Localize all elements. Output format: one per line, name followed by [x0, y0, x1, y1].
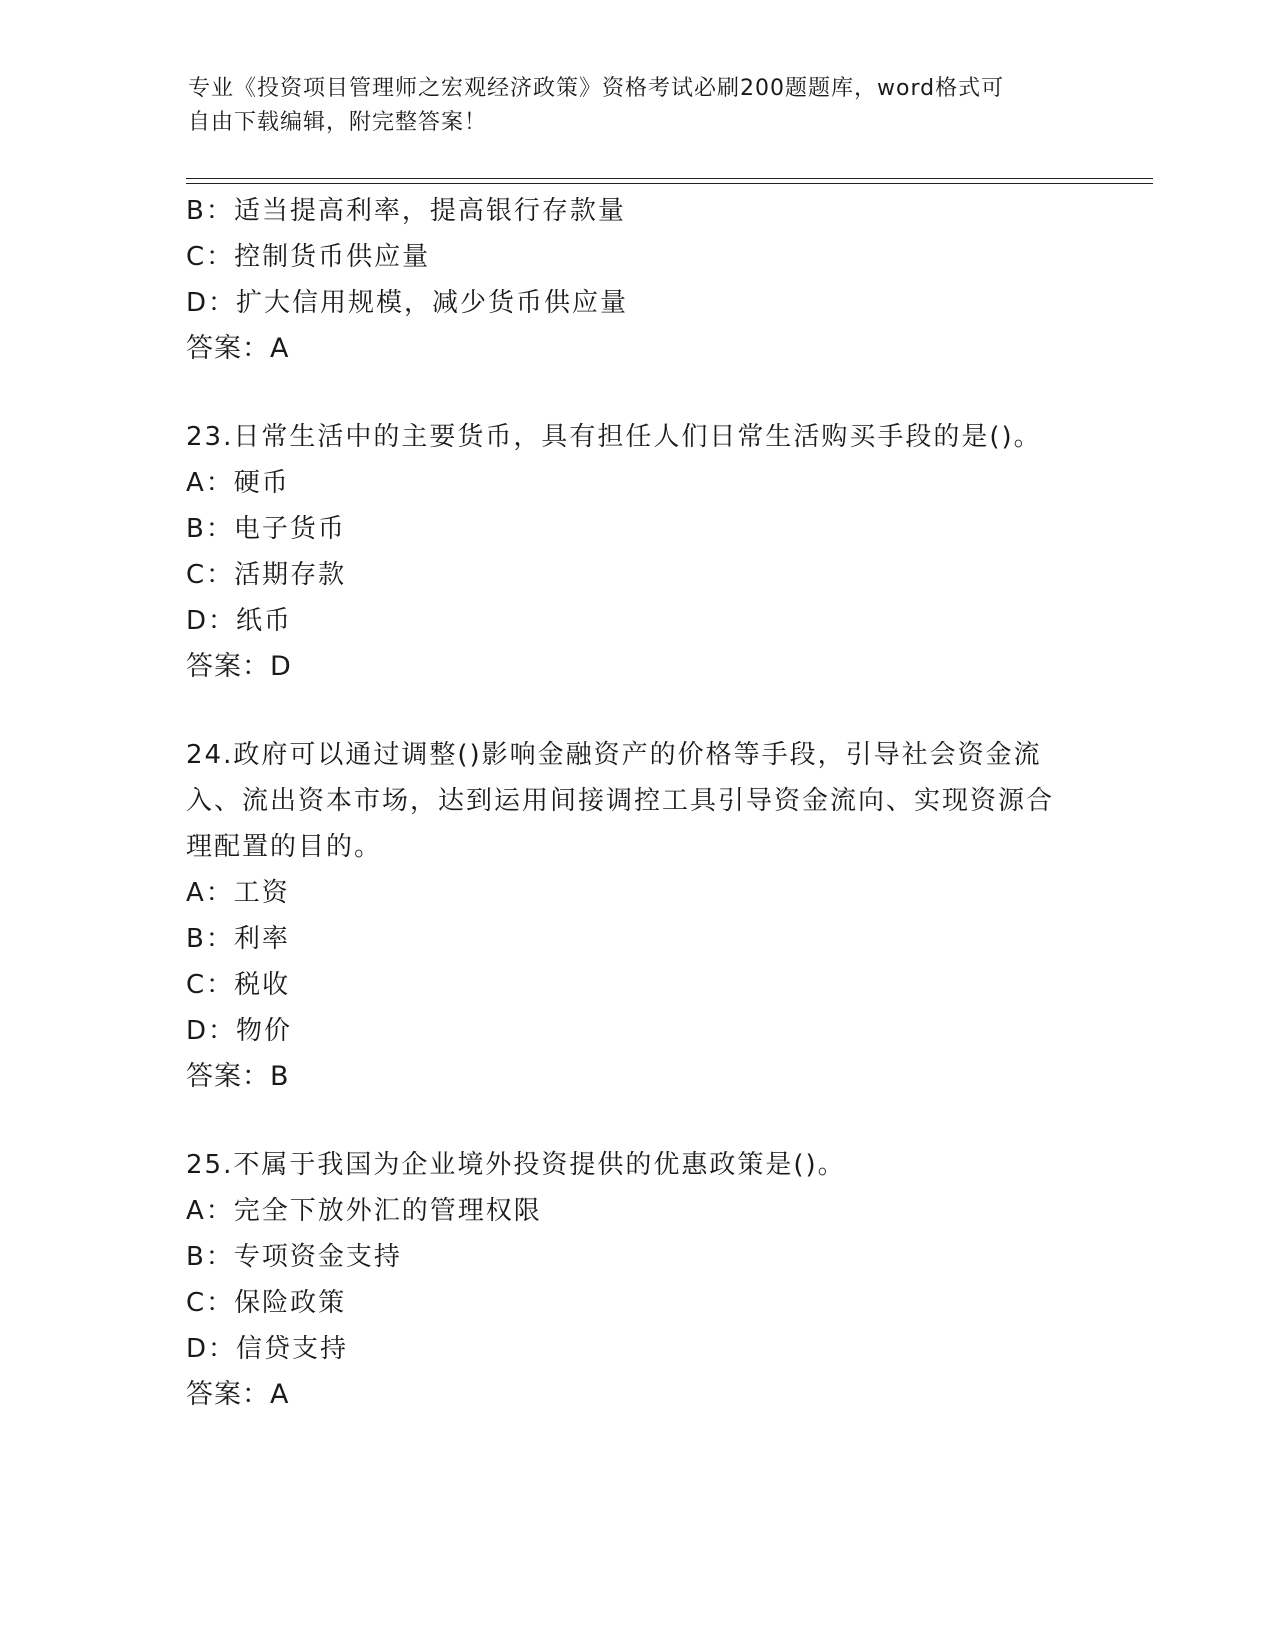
question-stem: 24.政府可以通过调整()影响金融资产的价格等手段，引导社会资金流入、流出资本市场，达到运用间接调控工具引导资金流向、实现资源合理配置的目的。	[186, 740, 1055, 862]
header-line-2: 自由下载编辑，附完整答案！	[188, 110, 488, 135]
answer-line: 答案：A	[186, 333, 290, 364]
option-a: A：完全下放外汇的管理权限	[186, 1196, 542, 1226]
option-b: B：利率	[186, 924, 290, 954]
question-stem: 25.不属于我国为企业境外投资提供的优惠政策是()。	[186, 1150, 846, 1180]
option-d: D：纸币	[186, 606, 293, 636]
option-b: B：专项资金支持	[186, 1242, 402, 1272]
question-fragment-22	[186, 188, 1086, 372]
answer-line: 答案：B	[186, 1061, 290, 1092]
header-line-1: 专业《投资项目管理师之宏观经济政策》资格考试必刷200题题库，word格式可	[188, 76, 1005, 101]
option-d: D：信贷支持	[186, 1334, 349, 1364]
option-c: C：保险政策	[186, 1288, 347, 1318]
option-c: C：控制货币供应量	[186, 242, 431, 272]
option-d: D：扩大信用规模，减少货币供应量	[186, 288, 629, 318]
option-a: A：硬币	[186, 468, 290, 498]
question-23	[186, 414, 1086, 690]
question-content	[186, 188, 1086, 1418]
header-divider-bottom	[186, 183, 1153, 184]
header-divider-top	[186, 178, 1153, 179]
option-d: D：物价	[186, 1016, 293, 1046]
question-24	[186, 732, 1086, 1100]
question-25	[186, 1142, 1086, 1418]
option-c: C：活期存款	[186, 560, 347, 590]
option-b: B：电子货币	[186, 514, 346, 544]
document-header-note	[188, 72, 1068, 140]
answer-line: 答案：A	[186, 1379, 290, 1410]
question-stem: 23.日常生活中的主要货币，具有担任人们日常生活购买手段的是()。	[186, 422, 1042, 452]
option-c: C：税收	[186, 970, 291, 1000]
answer-line: 答案：D	[186, 651, 292, 682]
option-a: A：工资	[186, 878, 290, 908]
option-b: B：适当提高利率，提高银行存款量	[186, 196, 626, 226]
